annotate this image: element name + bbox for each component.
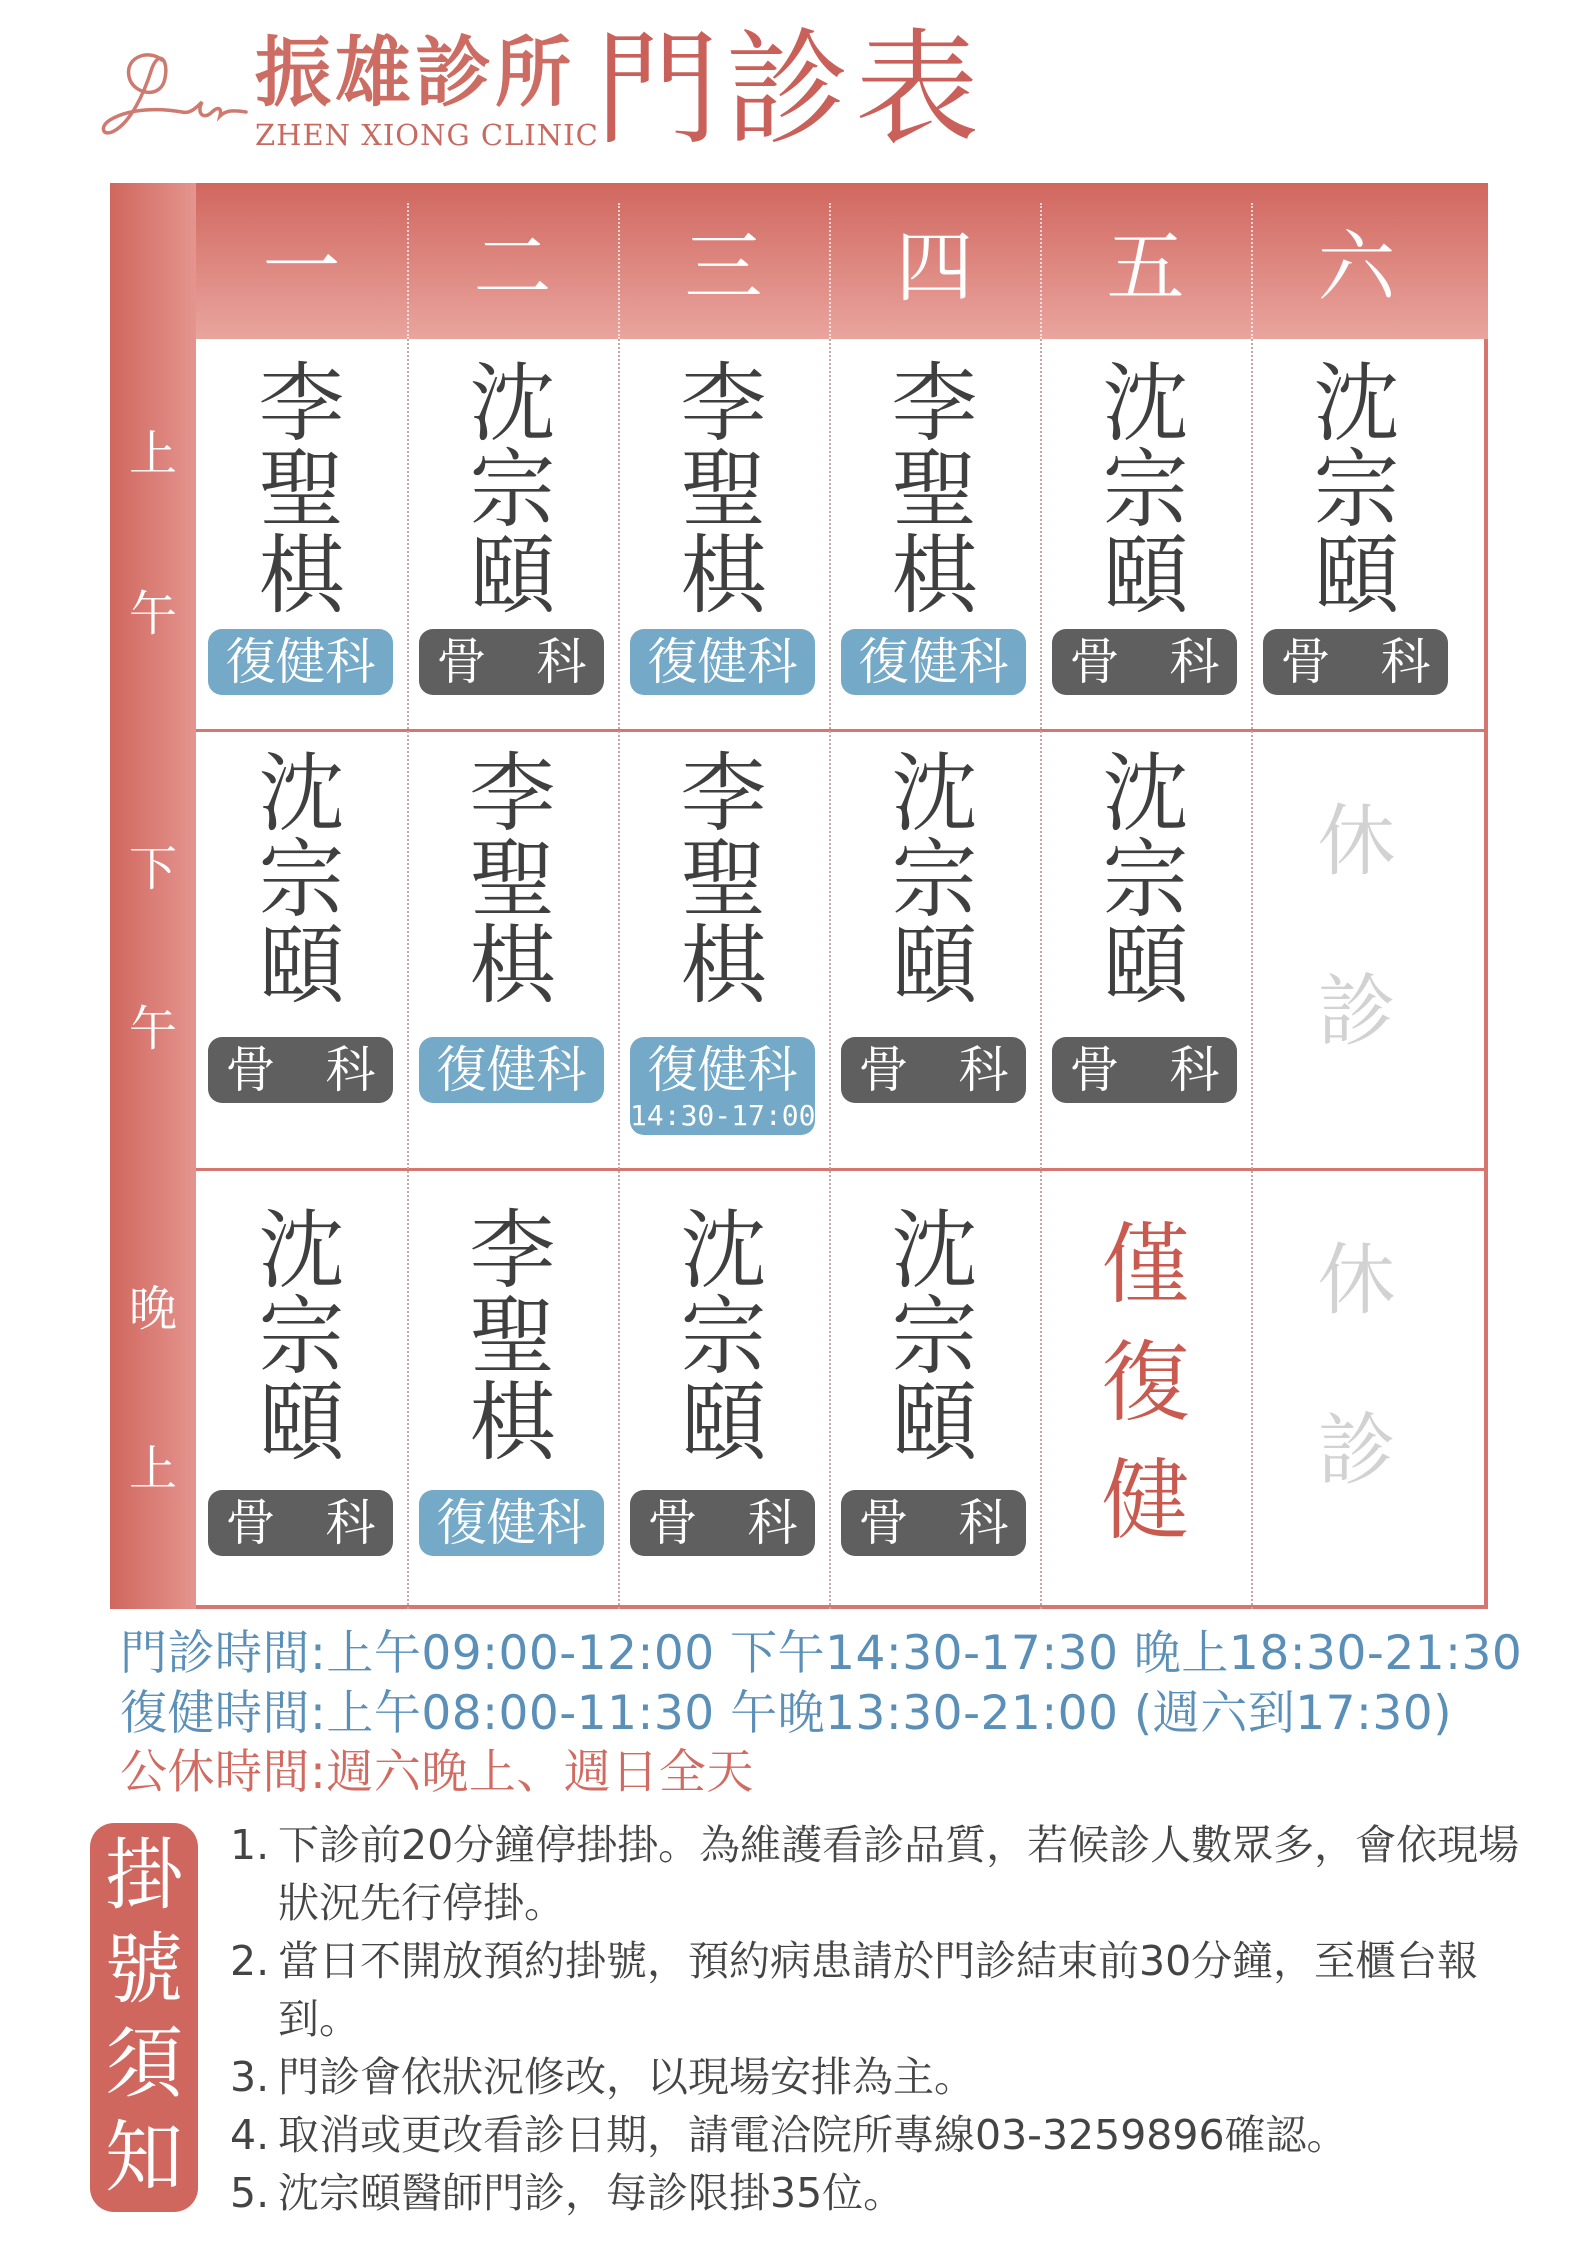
doctor-name-char: 宗 xyxy=(1313,440,1400,540)
schedule-cell xyxy=(1251,1168,1462,1609)
schedule-cell xyxy=(829,729,1040,1168)
schedule-table xyxy=(110,183,1488,1609)
period-label-char: 上 xyxy=(128,1440,177,1497)
doctor-name-char: 沈 xyxy=(891,744,978,844)
doctor-name xyxy=(618,1201,829,1473)
doctor-name-char: 沈 xyxy=(891,1201,978,1301)
doctor-name-char: 沈 xyxy=(258,1201,345,1301)
doctor-name-char: 頤 xyxy=(891,1373,978,1473)
closed-label xyxy=(1251,1196,1462,1536)
registration-notice-title xyxy=(90,1823,198,2212)
notice-item-number: 4. xyxy=(230,2111,270,2159)
rehab-only-char: 復 xyxy=(1101,1331,1190,1434)
doctor-name-char: 頤 xyxy=(258,916,345,1016)
doctor-name-char: 李 xyxy=(469,744,556,844)
clinic-hours: 門診時間:上午09:00-12:00 下午14:30-17:30 晚上18:30-21:30 xyxy=(120,1626,1523,1681)
doctor-name xyxy=(407,354,618,626)
closed-label-char: 診 xyxy=(1317,1406,1396,1496)
department-label: 骨 科 xyxy=(647,1494,798,1552)
schedule-cell xyxy=(196,1168,407,1609)
doctor-name xyxy=(618,744,829,1016)
schedule-cell xyxy=(1251,339,1462,729)
schedule-cell xyxy=(196,339,407,729)
department-badge xyxy=(419,1037,604,1103)
rehab-hours: 復健時間:上午08:00-11:30 午晚13:30-21:00 (週六到17:30) xyxy=(120,1686,1453,1741)
doctor-name-char: 沈 xyxy=(1102,744,1189,844)
clinic-name: 振雄診所 xyxy=(255,28,575,117)
doctor-name-char: 頤 xyxy=(891,916,978,1016)
doctor-name-char: 棋 xyxy=(469,1373,556,1473)
notice-item xyxy=(230,1932,1520,2048)
doctor-name-char: 聖 xyxy=(680,830,767,930)
day-header: 六 xyxy=(1317,223,1396,313)
schedule-cell xyxy=(196,729,407,1168)
rehab-only-char: 健 xyxy=(1101,1449,1190,1552)
department-label: 骨 科 xyxy=(225,1494,376,1552)
day-header-divider xyxy=(618,203,620,339)
doctor-name-char: 頤 xyxy=(1102,526,1189,626)
doctor-name xyxy=(618,354,829,626)
day-header-divider xyxy=(829,203,831,339)
doctor-name-char: 聖 xyxy=(469,830,556,930)
doctor-name-char: 棋 xyxy=(258,526,345,626)
department-badge xyxy=(630,629,815,695)
notice-title-char: 知 xyxy=(104,2113,183,2203)
department-badge xyxy=(630,1037,815,1135)
schedule-cell xyxy=(407,1168,618,1609)
department-badge xyxy=(1263,629,1448,695)
doctor-name-char: 聖 xyxy=(258,440,345,540)
department-label: 骨 科 xyxy=(436,633,587,691)
department-badge xyxy=(1052,1037,1237,1103)
notice-item-number: 2. xyxy=(230,1937,270,1985)
doctor-name-char: 沈 xyxy=(469,354,556,454)
notice-title-char: 掛 xyxy=(104,1831,183,1921)
day-header-divider xyxy=(1040,203,1042,339)
clinic-name-english: ZHEN XIONG CLINIC xyxy=(255,118,599,152)
department-badge xyxy=(208,1037,393,1103)
doctor-name-char: 宗 xyxy=(469,440,556,540)
doctor-name xyxy=(829,744,1040,1016)
doctor-name-char: 頤 xyxy=(680,1373,767,1473)
period-label-char: 晚 xyxy=(128,1280,177,1337)
notice-item-text: 下診前20分鐘停掛掛。為維護看診品質，若候診人數眾多，會依現場狀況先行停掛。 xyxy=(278,1821,1520,1927)
department-badge xyxy=(630,1490,815,1556)
schedule-cell xyxy=(829,339,1040,729)
notice-item xyxy=(230,1816,1520,1932)
schedule-cell xyxy=(618,1168,829,1609)
notice-item-number: 5. xyxy=(230,2169,270,2217)
notice-item-text: 門診會依狀況修改，以現場安排為主。 xyxy=(278,2053,975,2101)
notice-item-text: 當日不開放預約掛號，預約病患請於門診結束前30分鐘，至櫃台報到。 xyxy=(278,1937,1479,2043)
department-label: 骨 科 xyxy=(1069,1041,1220,1099)
closed-label-char: 休 xyxy=(1317,1236,1396,1326)
department-label: 復健科 xyxy=(225,633,376,691)
closed-hours: 公休時間:週六晚上、週日全天 xyxy=(120,1745,754,1800)
day-header: 一 xyxy=(262,223,341,313)
doctor-name xyxy=(196,744,407,1016)
doctor-name-char: 頤 xyxy=(258,1373,345,1473)
department-label: 骨 科 xyxy=(1280,633,1431,691)
doctor-name-char: 棋 xyxy=(469,916,556,1016)
doctor-name xyxy=(196,1201,407,1473)
doctor-name-char: 李 xyxy=(680,744,767,844)
doctor-name-char: 頤 xyxy=(1102,916,1189,1016)
doctor-name-char: 棋 xyxy=(891,526,978,626)
department-label: 骨 科 xyxy=(858,1041,1009,1099)
department-label: 骨 科 xyxy=(858,1494,1009,1552)
schedule-cell xyxy=(618,729,829,1168)
period-label xyxy=(110,729,196,1168)
period-label-char: 午 xyxy=(128,586,177,642)
department-label: 骨 科 xyxy=(225,1041,376,1099)
doctor-name-char: 李 xyxy=(891,354,978,454)
doctor-name-char: 李 xyxy=(469,1201,556,1301)
doctor-name-char: 宗 xyxy=(258,1287,345,1387)
doctor-name-char: 宗 xyxy=(258,830,345,930)
period-label xyxy=(110,339,196,729)
notice-item-number: 1. xyxy=(230,1821,270,1869)
notice-list xyxy=(230,1816,1520,2222)
schedule-cell xyxy=(829,1168,1040,1609)
doctor-name-char: 頤 xyxy=(469,526,556,626)
day-header: 三 xyxy=(684,223,763,313)
schedule-cell xyxy=(1040,1168,1251,1609)
department-badge xyxy=(208,1490,393,1556)
notice-item-text: 取消或更改看診日期，請電洽院所專線03-3259896確認。 xyxy=(278,2111,1348,2159)
doctor-name xyxy=(196,354,407,626)
department-badge xyxy=(419,629,604,695)
notice-title-char: 須 xyxy=(104,2019,183,2109)
notice-item xyxy=(230,2106,1520,2164)
doctor-name-char: 棋 xyxy=(680,916,767,1016)
department-badge xyxy=(841,629,1026,695)
department-label: 復健科 xyxy=(647,1041,798,1099)
closed-label-char: 診 xyxy=(1317,967,1396,1057)
rehab-only-char: 僅 xyxy=(1101,1213,1190,1316)
notice-item xyxy=(230,2048,1520,2106)
doctor-name xyxy=(1040,744,1251,1016)
notice-title-char: 號 xyxy=(104,1925,183,2015)
closed-label xyxy=(1251,757,1462,1097)
doctor-name xyxy=(829,354,1040,626)
department-hours: 14:30-17:00 xyxy=(630,1099,816,1132)
doctor-name-char: 沈 xyxy=(1102,354,1189,454)
schedule-cell xyxy=(407,339,618,729)
closed-label-char: 休 xyxy=(1317,797,1396,887)
day-header-divider xyxy=(1251,203,1253,339)
department-label: 骨 科 xyxy=(1069,633,1220,691)
doctor-name-char: 宗 xyxy=(1102,830,1189,930)
day-header: 二 xyxy=(473,223,552,313)
period-label xyxy=(110,1168,196,1609)
department-label: 復健科 xyxy=(436,1041,587,1099)
department-badge xyxy=(1052,629,1237,695)
doctor-name-char: 李 xyxy=(680,354,767,454)
department-label: 復健科 xyxy=(858,633,1009,691)
schedule-cell xyxy=(1251,729,1462,1168)
department-label: 復健科 xyxy=(436,1494,587,1552)
doctor-name-char: 李 xyxy=(258,354,345,454)
schedule-cell xyxy=(618,339,829,729)
doctor-name-char: 宗 xyxy=(1102,440,1189,540)
notice-item-number: 3. xyxy=(230,2053,270,2101)
doctor-name xyxy=(829,1201,1040,1473)
period-label-char: 下 xyxy=(128,840,177,897)
doctor-name-char: 沈 xyxy=(258,744,345,844)
day-header: 五 xyxy=(1106,223,1185,313)
doctor-name-char: 宗 xyxy=(680,1287,767,1387)
doctor-name-char: 棋 xyxy=(680,526,767,626)
notice-item xyxy=(230,2164,1520,2222)
doctor-name-char: 沈 xyxy=(1313,354,1400,454)
department-badge xyxy=(208,629,393,695)
day-header: 四 xyxy=(895,223,974,313)
day-header-divider xyxy=(407,203,409,339)
rehab-only-label xyxy=(1040,1206,1251,1560)
doctor-name-char: 聖 xyxy=(469,1287,556,1387)
notice-item-text: 沈宗頤醫師門診，每診限掛35位。 xyxy=(278,2169,905,2217)
doctor-name-char: 沈 xyxy=(680,1201,767,1301)
department-badge xyxy=(841,1037,1026,1103)
doctor-name xyxy=(1040,354,1251,626)
signature-logo-icon xyxy=(100,28,250,148)
doctor-name-char: 宗 xyxy=(891,830,978,930)
schedule-cell xyxy=(1040,339,1251,729)
doctor-name-char: 宗 xyxy=(891,1287,978,1387)
department-badge xyxy=(841,1490,1026,1556)
period-label-char: 午 xyxy=(128,1000,177,1057)
doctor-name xyxy=(407,1201,618,1473)
page-title: 門診表 xyxy=(595,18,986,162)
department-badge xyxy=(419,1490,604,1556)
period-label-char: 上 xyxy=(128,426,177,482)
schedule-cell xyxy=(1040,729,1251,1168)
doctor-name xyxy=(1251,354,1462,626)
department-label: 復健科 xyxy=(647,633,798,691)
doctor-name-char: 頤 xyxy=(1313,526,1400,626)
schedule-cell xyxy=(407,729,618,1168)
doctor-name-char: 聖 xyxy=(891,440,978,540)
doctor-name-char: 聖 xyxy=(680,440,767,540)
doctor-name xyxy=(407,744,618,1016)
